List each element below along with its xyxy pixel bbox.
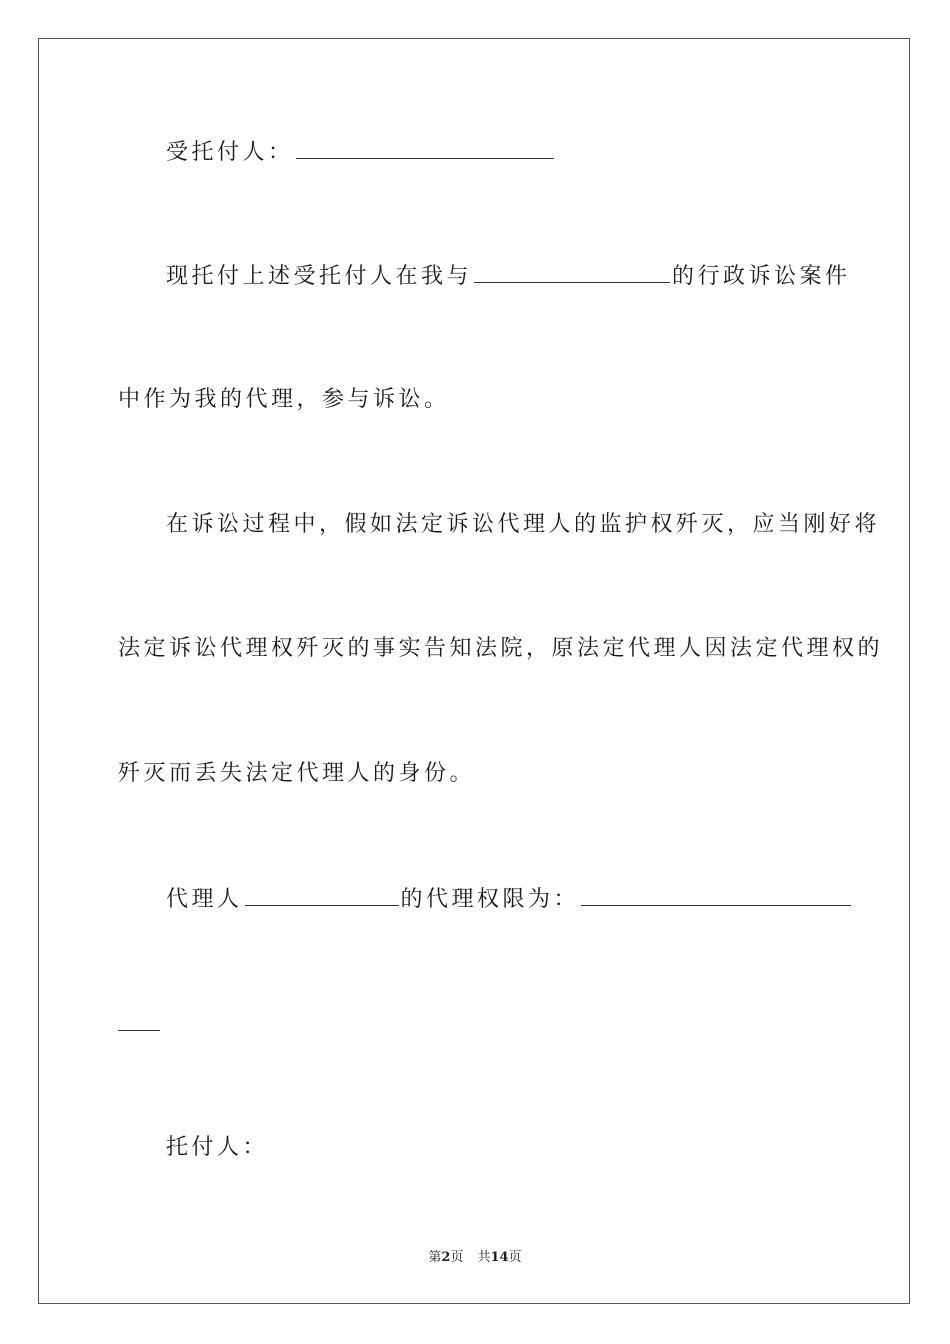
opponent-blank [474, 260, 670, 283]
para3-text-before: 代理人 [166, 887, 243, 912]
footer-total-unit: 页 [508, 1250, 522, 1265]
para3-line2 [118, 1008, 162, 1038]
trustee-line [166, 136, 556, 166]
para1-line2 [118, 385, 450, 415]
page-footer [0, 1246, 950, 1265]
para2-line1 [166, 510, 880, 540]
para1-line1 [166, 260, 851, 290]
para2-line3 [118, 759, 475, 789]
trustee-label: 受托付人： [166, 140, 294, 165]
para1-text-line2: 中作为我的代理，参与诉讼。 [118, 387, 450, 412]
authority-blank [581, 883, 851, 906]
para1-text-before: 现托付上述受托付人在我与 [166, 264, 473, 289]
footer-prefix: 第 [428, 1250, 442, 1265]
footer-page-unit: 页 [450, 1250, 464, 1265]
page-border [38, 38, 910, 1304]
para2-text-line2: 法定诉讼代理权歼灭的事实告知法院，原法定代理人因法定代理权的 [118, 636, 884, 661]
footer-page-number: 2 [441, 1250, 451, 1265]
principal-label: 托付人： [166, 1135, 269, 1160]
para2-text-line3: 歼灭而丢失法定代理人的身份。 [118, 761, 476, 786]
para1-text-after: 的行政诉讼案件 [672, 264, 851, 289]
para2-text-line1: 在诉讼过程中，假如法定诉讼代理人的监护权歼灭，应当刚好将 [166, 512, 881, 537]
para2-line2 [118, 634, 883, 664]
authority-blank-continued [118, 1008, 160, 1031]
footer-total-prefix: 共 [477, 1250, 491, 1265]
trustee-blank [296, 136, 554, 159]
agent-name-blank [245, 883, 399, 906]
footer-total-pages: 14 [490, 1250, 509, 1265]
principal-line [166, 1133, 268, 1163]
para3-text-middle: 的代理权限为： [400, 887, 580, 912]
para3-line1 [166, 883, 853, 913]
